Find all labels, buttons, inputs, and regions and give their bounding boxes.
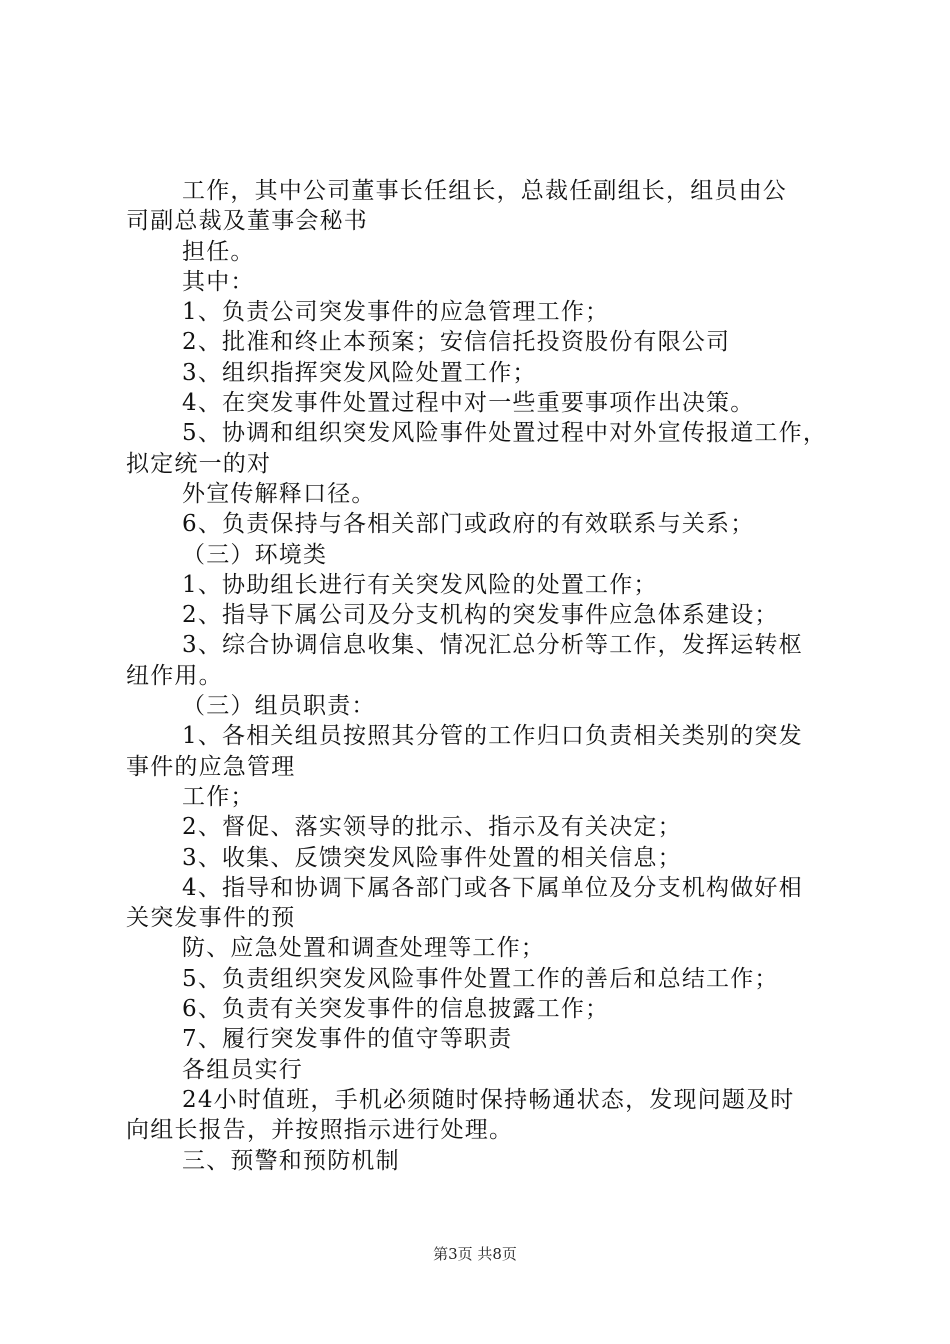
text-line: 3、综合协调信息收集、情况汇总分析等工作，发挥运转枢 bbox=[182, 632, 803, 659]
text-line: 三、预警和预防机制 bbox=[182, 1147, 400, 1174]
text-line: 4、在突发事件处置过程中对一些重要事项作出决策。 bbox=[182, 390, 755, 417]
text-line: 各组员实行 bbox=[182, 1056, 303, 1083]
text-line: 向组长报告，并按照指示进行处理。 bbox=[126, 1117, 514, 1144]
text-line: 6、负责保持与各相关部门或政府的有效联系与关系； bbox=[182, 511, 755, 538]
text-line: 1、负责公司突发事件的应急管理工作； bbox=[182, 299, 610, 326]
text-line: 2、指导下属公司及分支机构的突发事件应急体系建设； bbox=[182, 602, 779, 629]
text-line: 3、组织指挥突发风险处置工作； bbox=[182, 359, 537, 386]
text-line: 拟定统一的对 bbox=[126, 450, 272, 477]
text-line: 担任。 bbox=[182, 238, 255, 265]
text-line: 1、各相关组员按照其分管的工作归口负责相关类别的突发 bbox=[182, 723, 803, 750]
text-line: 2、批准和终止本预案；安信信托投资股份有限公司 bbox=[182, 329, 731, 356]
text-line: 3、收集、反馈突发风险事件处置的相关信息； bbox=[182, 844, 682, 871]
text-line: 5、协调和组织突发风险事件处置过程中对外宣传报道工作， bbox=[182, 420, 828, 447]
text-line: 6、负责有关突发事件的信息披露工作； bbox=[182, 996, 610, 1023]
text-line: 工作，其中公司董事长任组长，总裁任副组长，组员由公 bbox=[182, 178, 787, 204]
text-line: 2、督促、落实领导的批示、指示及有关决定； bbox=[182, 814, 682, 841]
text-line: 5、负责组织突发风险事件处置工作的善后和总结工作； bbox=[182, 965, 779, 992]
document-body bbox=[126, 176, 832, 1176]
text-line: （三）组员职责： bbox=[182, 693, 376, 720]
text-line: 4、指导和协调下属各部门或各下属单位及分支机构做好相 bbox=[182, 874, 803, 901]
text-line: 司副总裁及董事会秘书 bbox=[126, 208, 368, 235]
page-footer: 第3页 共8页 bbox=[433, 1245, 517, 1263]
text-line: （三）环境类 bbox=[182, 541, 328, 568]
text-line: 防、应急处置和调查处理等工作； bbox=[182, 935, 545, 962]
text-line: 1、协助组长进行有关突发风险的处置工作； bbox=[182, 571, 658, 598]
text-line: 事件的应急管理 bbox=[126, 753, 296, 780]
text-line: 关突发事件的预 bbox=[126, 905, 296, 932]
text-line: 24小时值班，手机必须随时保持畅通状态，发现问题及时 bbox=[182, 1086, 795, 1113]
text-line: 外宣传解释口径。 bbox=[182, 480, 376, 507]
text-line: 纽作用。 bbox=[126, 662, 223, 689]
text-line: 工作； bbox=[182, 783, 255, 810]
text-line: 其中： bbox=[182, 268, 255, 295]
text-line: 7、履行突发事件的值守等职责 bbox=[182, 1026, 513, 1053]
